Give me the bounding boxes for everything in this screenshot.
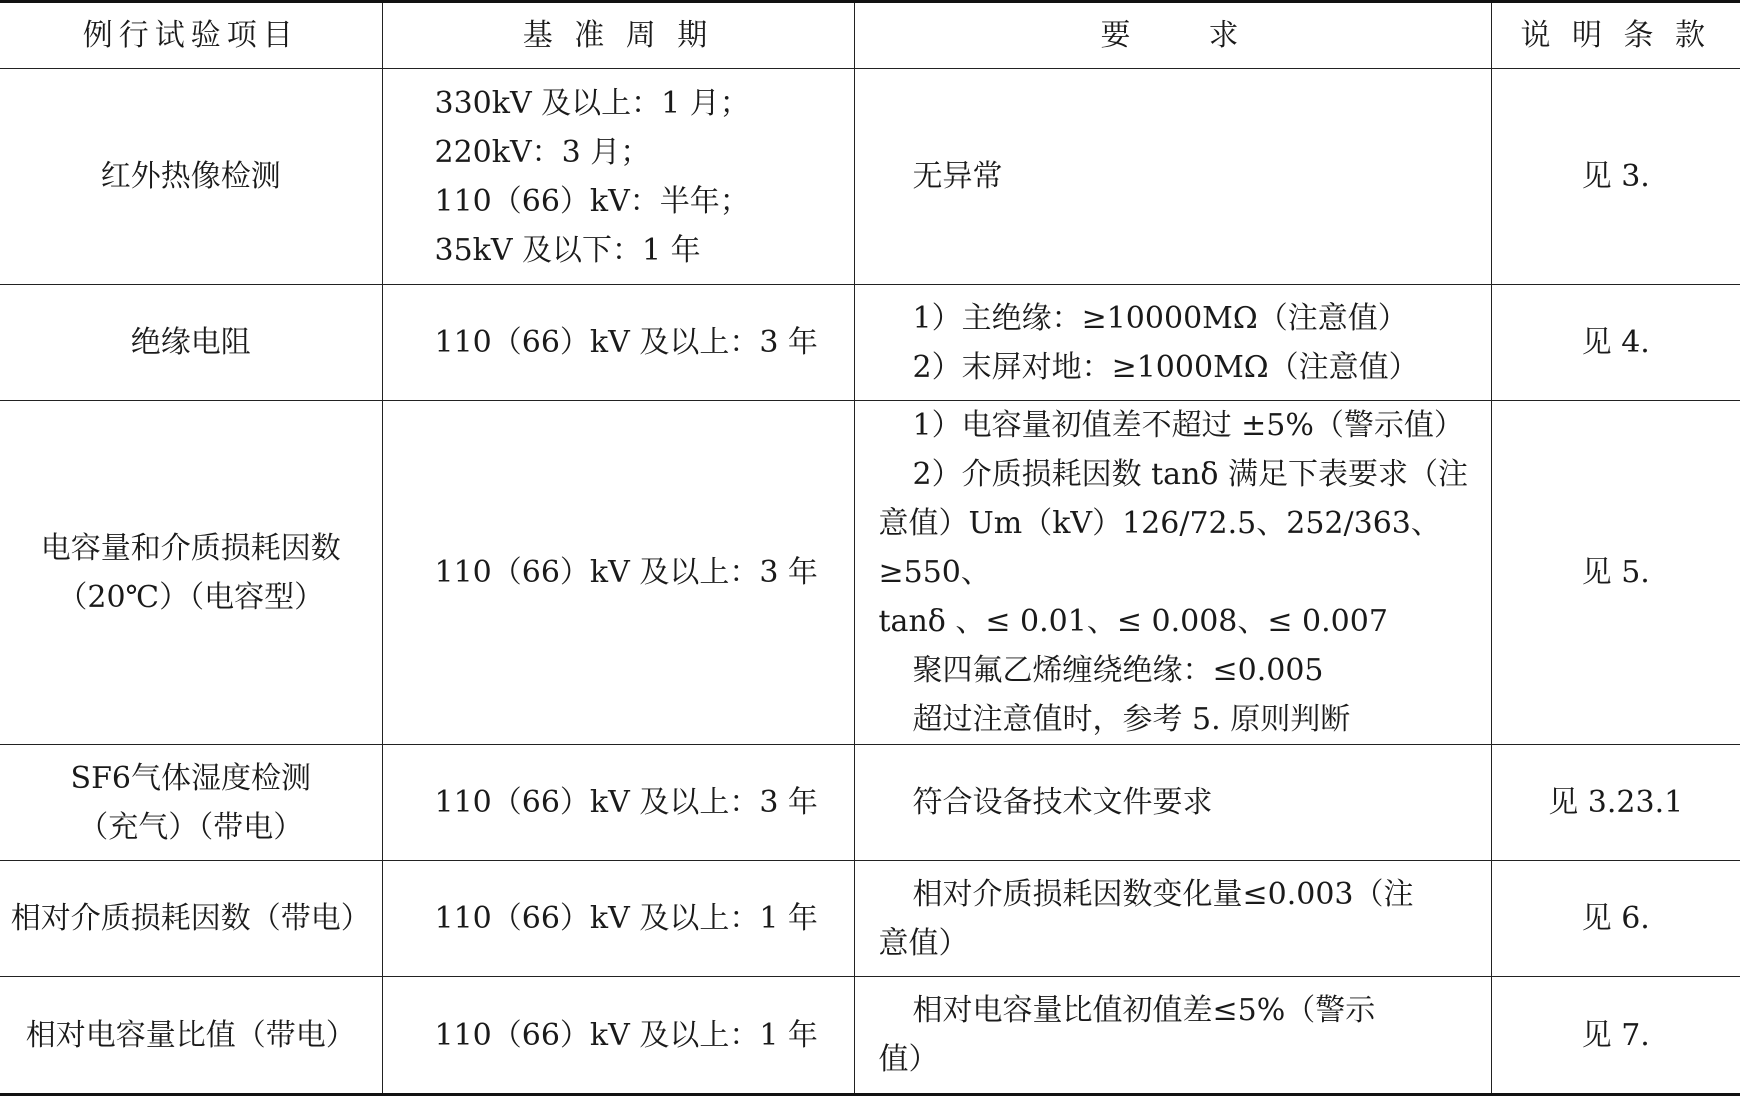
item-cell [0,977,382,1095]
requirement-line: 2）介质损耗因数 tanδ 满足下表要求（注 [912,457,1468,492]
requirement-line: 值） [878,1042,939,1077]
item-name: 相对介质损耗因数（带电） [10,901,371,936]
requirement-line: 聚四氟乙烯缠绕绝缘：≤0.005 [912,653,1324,688]
table-row [0,69,1740,285]
item-name: 绝缘电阻 [130,325,251,360]
period-line: 220kV：3 月； [434,134,651,170]
requirement-cell [854,69,1491,285]
requirement-line: 1）电容量初值差不超过 ±5%（警示值） [912,408,1464,443]
period-cell [382,977,854,1095]
header-requirement: 要 求 [854,2,1491,69]
header-period: 基 准 周 期 [382,2,854,69]
period-line: 110（66）kV：半年； [434,183,750,219]
item-name: 电容量和介质损耗因数 [40,530,341,566]
period-cell [382,401,854,745]
header-item: 例行试验项目 [0,2,382,69]
item-name: 相对电容量比值（带电） [25,1017,356,1053]
item-name: SF6气体湿度检测 [70,760,311,796]
item-name: （充气）（带电） [78,809,304,845]
period-cell [382,861,854,977]
requirement-cell [854,285,1491,401]
period-line: 110（66）kV 及以上：1 年 [434,1017,818,1053]
requirement-line: 意值） [878,925,969,961]
clause-cell: 见 4. [1491,285,1740,401]
clause-cell: 见 6. [1491,861,1740,977]
period-line: 110（66）kV 及以上：3 年 [434,785,818,820]
period-line: 330kV 及以上：1 月； [434,85,750,121]
table-row [0,285,1740,401]
table-row [0,401,1740,745]
table-row [0,977,1740,1095]
item-name: 红外热像检测 [100,159,281,194]
requirement-line: 1）主绝缘：≥10000MΩ（注意值） [912,300,1408,336]
item-cell [0,745,382,861]
requirement-line: 相对介质损耗因数变化量≤0.003（注 [912,876,1414,912]
header-clause: 说 明 条 款 [1491,2,1740,69]
period-cell [382,69,854,285]
requirement-line: 相对电容量比值初值差≤5%（警示 [912,993,1376,1028]
period-line: 110（66）kV 及以上：1 年 [434,901,818,936]
requirement-cell [854,401,1491,745]
requirement-cell [854,745,1491,861]
period-line: 110（66）kV 及以上：3 年 [434,325,818,360]
item-cell [0,861,382,977]
requirement-line: 符合设备技术文件要求 [912,785,1213,820]
item-cell [0,285,382,401]
requirement-cell [854,977,1491,1095]
period-line: 110（66）kV 及以上：3 年 [434,555,818,590]
clause-cell: 见 3.23.1 [1491,745,1740,861]
clause-cell: 见 3. [1491,69,1740,285]
table-row [0,861,1740,977]
clause-cell: 见 7. [1491,977,1740,1095]
item-cell [0,69,382,285]
header-row [0,2,1740,69]
requirement-line: 超过注意值时，参考 5. 原则判断 [912,702,1351,737]
clause-cell: 见 5. [1491,401,1740,745]
requirement-line: 无异常 [912,159,1003,194]
period-cell [382,745,854,861]
table-row [0,745,1740,861]
requirement-line: tanδ 、≤ 0.01、≤ 0.008、≤ 0.007 [878,604,1388,639]
requirement-line: 意值）Um（kV）126/72.5、252/363、≥550、 [878,506,1441,590]
requirement-cell [854,861,1491,977]
requirement-line: 2）末屏对地：≥1000MΩ（注意值） [912,349,1419,385]
item-name: （20℃）（电容型） [57,579,325,615]
period-cell [382,285,854,401]
period-line: 35kV 及以下：1 年 [434,232,701,268]
item-cell [0,401,382,745]
